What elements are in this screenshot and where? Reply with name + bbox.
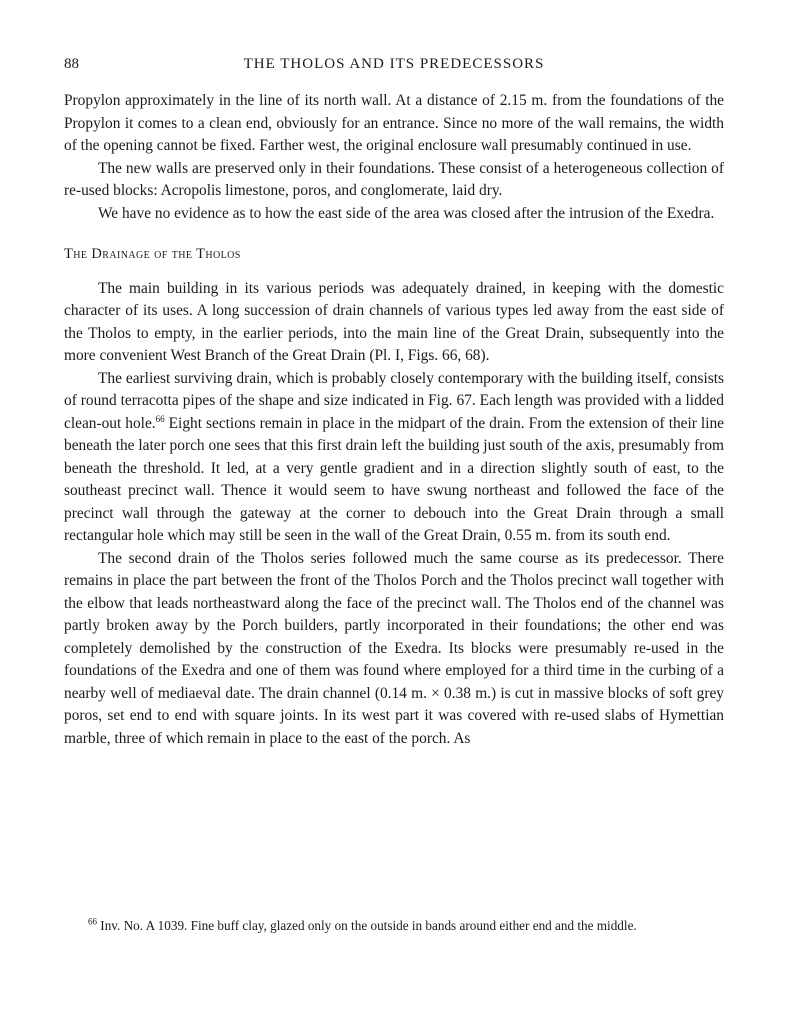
paragraph: The second drain of the Tholos series followed much the same course as its predecessor. There remains in place the part between the front of the Tholos Porch and the Tholos precinct wall together with the elbow that leads northeastward along the face of the precinct wall. The Tholos end of the channel was partly broken away by the Porch builders, partly incorporated in their foundations; the other end was completely demolished by the construction of the Exedra. Its blocks were presumably re-used in the foundations of the Exedra and one of them was found where employed for a third time in the curbing of a nearby well of mediaeval date. The drain channel (0.14 m. × 0.38 m.) is cut in massive blocks of soft grey poros, set end to end with square joints. In its west part it was covered with re-used slabs of Hymettian marble, three of which remain in place to the east of the porch. As (64, 549, 724, 747)
footnote-number: 66 (88, 916, 97, 927)
page-header (64, 56, 724, 78)
page-number: 88 (64, 56, 79, 72)
footnote-text: Inv. No. A 1039. Fine buff clay, glazed only on the outside in bands around either end and the middle. (97, 918, 637, 933)
running-title: THE THOLOS AND ITS PREDECESSORS (243, 56, 545, 72)
paragraph: Propylon approximately in the line of its north wall. At a distance of 2.15 m. from the foundations of the Propylon it comes to a clean end, obviously for an entrance. Since no more of the wall remains, the width of the opening cannot be fixed. Farther west, the original enclosure wall presumably continued in use. (64, 92, 724, 154)
footnote (64, 916, 724, 935)
paragraph: The earliest surviving drain, which is probably closely contemporary with the building itself, consists of round terracotta pipes of the shape and size indicated in Fig. 67. Each length was provided with a lidded clean-out hole.$^{66}$ Eight sections remain in place in the midpart of the drain. From the extension of their line beneath the later porch one sees that this first drain left the building just south of the axis, presumably from beneath the threshold. It led, at a very gentle gradient and in a direction slightly south of east, to the southeast precinct wall. Thence it would seem to have swung northeast and followed the face of the precinct wall through the gateway at the corner to debouch into the Great Drain through a small rectangular hole which may still be seen in the wall of the Great Drain, 0.55 m. from its south end. (64, 369, 724, 544)
body-text (64, 90, 724, 750)
paragraph: The main building in its various periods was adequately drained, in keeping with the domestic character of its uses. A long succession of drain channels of various types led away from the east side of the Tholos to empty, in the earlier periods, into the main line of the Great Drain, subsequently into the more convenient West Branch of the Great Drain (Pl. I, Figs. 66, 68). (64, 279, 724, 364)
footnote-reference: 66 (155, 413, 165, 424)
section-heading: The Drainage of the Tholos (64, 246, 241, 262)
paragraph: The new walls are preserved only in their foundations. These consist of a heterogeneous collection of re-used blocks: Acropolis limestone, poros, and conglomerate, laid dry. (64, 159, 724, 199)
paragraph: We have no evidence as to how the east side of the area was closed after the intrusion of the Exedra. (98, 204, 715, 222)
